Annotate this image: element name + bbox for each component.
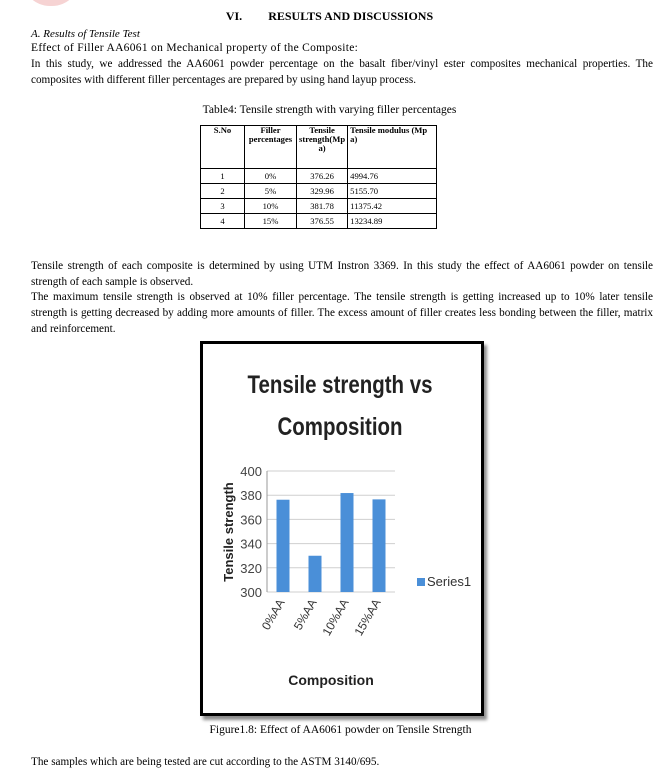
cell-sno: 4	[201, 214, 245, 229]
table-row	[201, 199, 437, 214]
utm-paragraph: Tensile strength of each composite is determined by using UTM Instron 3369. In this study the effect of AA6061 powder on tensile strength of each sample is observed.	[31, 260, 653, 288]
x-tick-label: 5%AA	[290, 596, 320, 633]
x-tick-label: 15%AA	[351, 596, 384, 639]
bar	[309, 556, 322, 592]
table-header-row	[201, 126, 437, 169]
section-title: RESULTS AND DISCUSSIONS	[268, 9, 434, 23]
section-number: VI.	[225, 9, 243, 23]
table-row	[201, 184, 437, 199]
figure-caption: Figure1.8: Effect of AA6061 powder on Tensile Strength	[209, 724, 472, 736]
col-header-strength: Tensile strength(Mp a)	[297, 126, 348, 169]
col-header-modulus: Tensile modulus (Mp a)	[348, 126, 437, 169]
legend-label: Series1	[427, 574, 472, 589]
y-tick-label: 340	[240, 536, 262, 552]
x-tick-label: 10%AA	[319, 596, 352, 639]
y-axis-title: Tensile strength	[221, 482, 236, 582]
chart-figure	[200, 341, 484, 716]
cell-filler: 0%	[245, 169, 297, 184]
subsection-title: A. Results of Tensile Test	[31, 28, 140, 40]
table-caption: Table4: Tensile strength with varying filler percentages	[202, 104, 457, 116]
cell-filler: 10%	[245, 199, 297, 214]
cell-modulus: 4994.76	[348, 169, 437, 184]
cell-sno: 1	[201, 169, 245, 184]
subheading: Effect of Filler AA6061 on Mechanical property of the Composite:	[31, 42, 359, 54]
table-row	[201, 169, 437, 184]
cell-strength: 376.26	[297, 169, 348, 184]
cell-sno: 2	[201, 184, 245, 199]
cell-strength: 381.78	[297, 199, 348, 214]
astm-paragraph: The samples which are being tested are cut according to the ASTM 3140/695.	[31, 756, 380, 768]
cell-filler: 5%	[245, 184, 297, 199]
y-tick-label: 300	[240, 585, 262, 600]
section-heading	[0, 9, 659, 24]
cell-modulus: 11375.42	[348, 199, 437, 214]
y-tick-label: 400	[240, 464, 262, 479]
bar-chart	[203, 344, 481, 713]
col-header-filler: Filler percentages	[245, 126, 297, 169]
cell-strength: 329.96	[297, 184, 348, 199]
cell-modulus: 5155.70	[348, 184, 437, 199]
corner-decoration	[22, 0, 80, 6]
bar	[373, 499, 386, 592]
tensile-table	[200, 125, 437, 229]
cell-strength: 376.55	[297, 214, 348, 229]
intro-paragraph: In this study, we addressed the AA6061 powder percentage on the basalt fiber/vinyl ester composites mechanical properties. The composites with different filler percentages are prepared by using hand layup process.	[31, 58, 653, 86]
x-tick-label: 0%AA	[258, 596, 288, 633]
bar	[341, 493, 354, 592]
cell-modulus: 13234.89	[348, 214, 437, 229]
cell-sno: 3	[201, 199, 245, 214]
y-tick-label: 320	[240, 560, 262, 576]
bar	[277, 500, 290, 592]
chart-title: Tensile strength vs	[247, 371, 433, 399]
max-strength-paragraph: The maximum tensile strength is observed at 10% filler percentage. The tensile strength is getting increased up to 10% later tensile strength is getting decreased by adding more amounts of filler. The excess amount of filler creates less bonding between the filler, matrix and reinforcement.	[31, 291, 653, 335]
table-row	[201, 214, 437, 229]
y-tick-label: 360	[240, 512, 262, 528]
chart-title: Composition	[277, 413, 403, 441]
cell-filler: 15%	[245, 214, 297, 229]
legend-swatch	[417, 578, 425, 586]
x-axis-title: Composition	[288, 672, 374, 688]
y-tick-label: 380	[240, 488, 262, 504]
col-header-sno: S.No	[201, 126, 245, 169]
